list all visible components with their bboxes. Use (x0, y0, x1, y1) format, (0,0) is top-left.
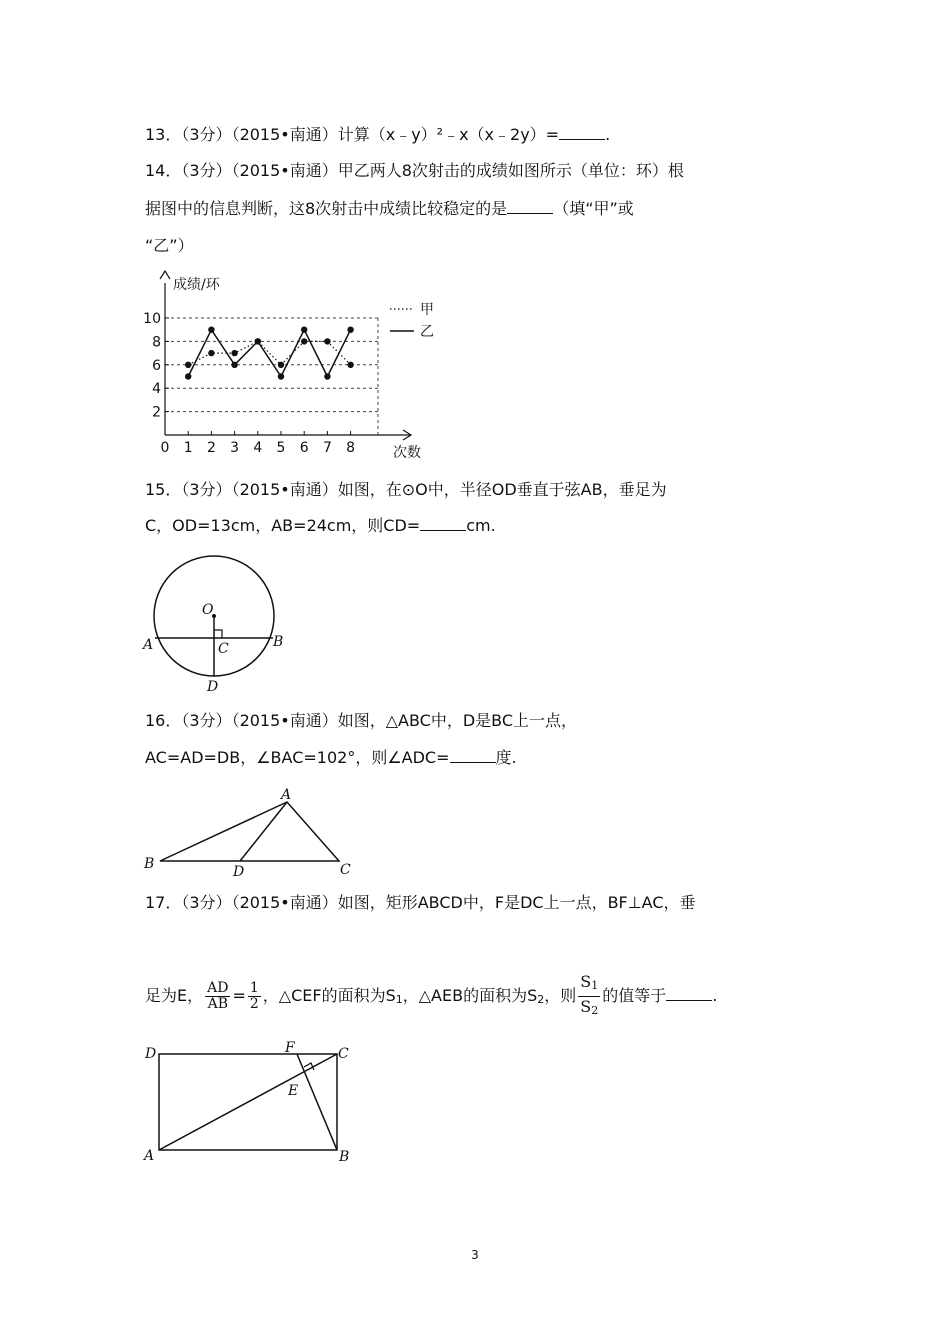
y-tick-label: 8 (152, 334, 161, 351)
q17-end: . (712, 986, 718, 1005)
label-a: A (281, 787, 292, 803)
question-14-line-1 (145, 159, 684, 183)
q14-text-1: 甲乙两人8次射击的成绩如图所示（单位：环）根 (337, 161, 684, 180)
x-tick-label: 0 (160, 440, 170, 456)
fraction-ad-ab: $\frac{AD}{AB}$ (207, 980, 229, 1012)
score-line-chart (145, 275, 445, 465)
data-point (208, 327, 214, 333)
label-a: A (144, 1148, 155, 1164)
answer-blank (450, 746, 496, 763)
q15-number: 15． (145, 480, 182, 499)
data-point (301, 327, 307, 333)
segment-ad (240, 802, 287, 861)
q17-source: （2015•南通） (231, 893, 338, 912)
equals-sign: = (232, 986, 246, 1005)
q13-points: （3分） (181, 125, 232, 144)
question-16-line-1 (145, 709, 577, 733)
answer-blank (666, 984, 712, 1001)
q15-points: （3分） (181, 480, 232, 499)
q15-text-1: 如图，在⊙O中，半径OD垂直于弦AB，垂足为 (337, 480, 667, 499)
data-point (185, 373, 191, 379)
x-tick-label: 7 (322, 440, 332, 456)
q15-text-2a: C，OD=13cm，AB=24cm，则CD= (145, 516, 421, 535)
q17-text-2e: 的值等于 (602, 986, 667, 1005)
data-point (278, 362, 284, 368)
rectangle-figure (140, 1038, 370, 1168)
q15-source: （2015•南通） (231, 480, 338, 499)
data-point (231, 350, 237, 356)
x-axis-label: 次数 (393, 445, 421, 461)
label-b: B (273, 634, 284, 650)
data-point (255, 338, 261, 344)
subscript-2: 2 (537, 993, 545, 1006)
legend-label-2: 乙 (420, 324, 434, 340)
q16-text-2a: AC=AD=DB，∠BAC=102°，则∠ADC= (145, 748, 450, 767)
question-13 (145, 123, 610, 147)
data-point (231, 362, 237, 368)
label-d: D (233, 864, 245, 880)
data-point (324, 373, 330, 379)
label-c: C (218, 641, 229, 657)
triangle-figure (140, 785, 370, 880)
q13-source: （2015•南通） (231, 125, 338, 144)
data-point (301, 338, 307, 344)
question-15-line-2 (145, 514, 496, 538)
data-point (324, 338, 330, 344)
label-d: D (145, 1046, 157, 1062)
q13-text: 计算（x﹣y）²﹣x（x﹣2y）= (337, 125, 560, 144)
x-tick-label: 1 (183, 440, 193, 456)
y-tick-label: 10 (143, 311, 161, 327)
triangle-abc (160, 802, 339, 861)
label-a: A (143, 637, 154, 653)
y-axis-arrow (160, 271, 170, 279)
diagonal-ac (159, 1054, 337, 1150)
label-f: F (285, 1040, 295, 1056)
x-tick-label: 8 (346, 440, 356, 456)
y-tick-label: 2 (152, 404, 161, 421)
q15-text-2b: cm. (466, 516, 496, 535)
legend-label-1: 甲 (420, 302, 434, 318)
x-tick-label: 6 (299, 440, 309, 456)
q14-number: 14． (145, 161, 182, 180)
label-e: E (288, 1083, 299, 1099)
fraction-one-half: $\frac{1}{2}$ (249, 980, 259, 1012)
x-tick-label: 5 (276, 440, 286, 456)
q14-points: （3分） (181, 161, 232, 180)
circle-figure (140, 552, 310, 697)
question-14-line-2 (145, 197, 634, 221)
q14-source: （2015•南通） (231, 161, 338, 180)
answer-blank (559, 123, 605, 140)
data-point (185, 362, 191, 368)
x-tick-label: 4 (253, 440, 263, 456)
q14-text-3: “乙”） (145, 236, 194, 255)
label-o: O (202, 602, 214, 618)
label-c: C (340, 862, 351, 878)
x-tick-label: 3 (230, 440, 240, 456)
subscript-1: 1 (395, 993, 403, 1006)
q17-text-2c: ，△AEB的面积为S (402, 986, 538, 1005)
y-axis-label: 成绩/环 (173, 277, 220, 293)
q16-text-1: 如图，△ABC中，D是BC上一点， (337, 711, 578, 730)
question-17-line-2 (145, 972, 717, 1021)
question-17-line-1 (145, 891, 696, 915)
data-point (347, 327, 353, 333)
fraction-s1-s2: $\frac{S1}{S2}$ (580, 972, 599, 1017)
data-point (208, 350, 214, 356)
label-d: D (207, 679, 219, 695)
x-tick-label: 2 (206, 440, 216, 456)
answer-blank (420, 514, 466, 531)
label-b: B (144, 856, 155, 872)
segment-bf (297, 1054, 337, 1150)
q13-end: . (605, 125, 611, 144)
q13-number: 13． (145, 125, 182, 144)
label-b: B (339, 1149, 350, 1165)
right-angle-mark (214, 630, 222, 638)
q17-points: （3分） (181, 893, 232, 912)
data-point (278, 373, 284, 379)
q14-text-2b: （填“甲”或 (553, 199, 634, 218)
page-number: 3 (471, 1248, 479, 1262)
q17-text-2a: 足为E， (145, 986, 204, 1005)
q17-number: 17． (145, 893, 182, 912)
q14-text-2a: 据图中的信息判断，这8次射击中成绩比较稳定的是 (145, 199, 508, 218)
q16-source: （2015•南通） (231, 711, 338, 730)
label-c: C (338, 1046, 349, 1062)
question-15-line-1 (145, 478, 667, 502)
q17-text-2d: ，则 (544, 986, 577, 1005)
y-tick-label: 6 (152, 357, 161, 374)
q16-number: 16． (145, 711, 182, 730)
q16-text-2b: 度. (495, 748, 517, 767)
question-16-line-2 (145, 746, 517, 770)
answer-blank (507, 197, 553, 214)
y-tick-label: 4 (152, 381, 161, 398)
question-14-line-3 (145, 234, 194, 258)
q16-points: （3分） (181, 711, 232, 730)
data-point (347, 362, 353, 368)
q17-text-1: 如图，矩形ABCD中，F是DC上一点，BF⊥AC，垂 (337, 893, 696, 912)
q17-text-2b: ，△CEF的面积为S (262, 986, 396, 1005)
